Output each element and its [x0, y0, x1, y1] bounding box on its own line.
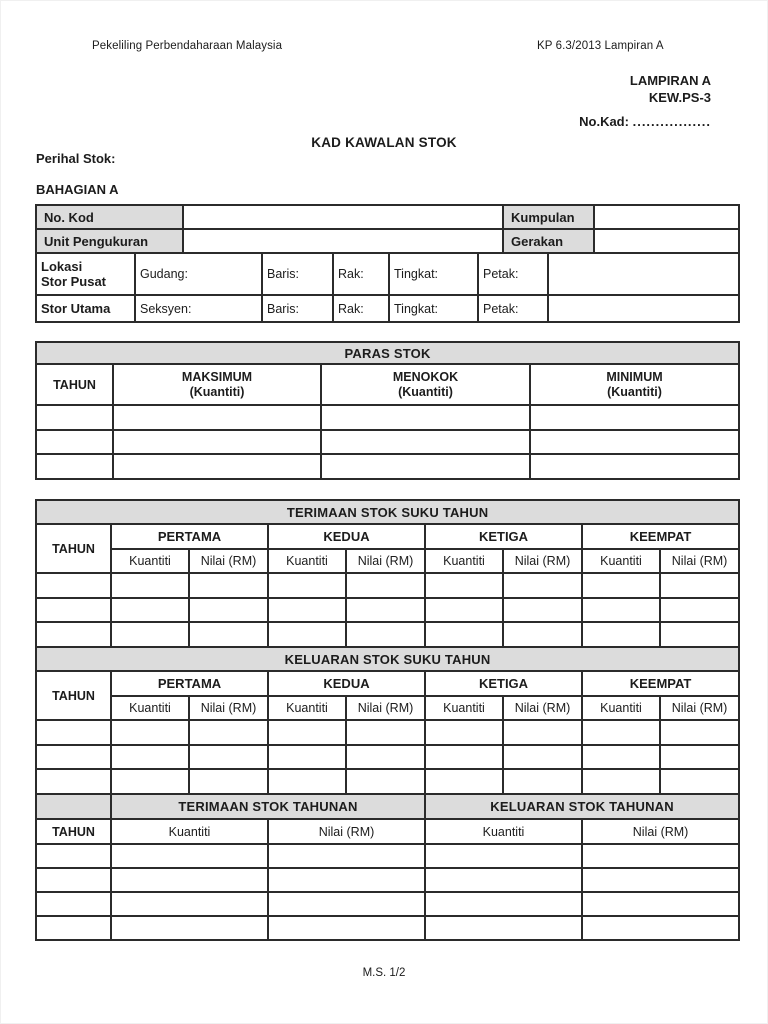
nilai-header: Nilai (RM): [268, 819, 425, 844]
form-title: KAD KAWALAN STOK: [311, 135, 457, 150]
stok-movement-table: [35, 499, 740, 941]
nilai-header: Nilai (RM): [189, 549, 268, 573]
minimum-unit-label: (Kuantiti): [607, 384, 662, 399]
terimaan-pertama-header: PERTAMA: [111, 524, 268, 549]
empty-cell: [268, 573, 346, 598]
empty-cell: [189, 622, 268, 647]
empty-cell: [582, 844, 739, 868]
stor-utama-tingkat-cell: Tingkat:: [389, 295, 478, 322]
stor-pusat-petak-cell: Petak:: [478, 253, 548, 295]
empty-cell: [321, 405, 530, 430]
empty-cell: [189, 573, 268, 598]
nilai-header: Nilai (RM): [503, 549, 582, 573]
empty-cell: [425, 598, 503, 622]
empty-cell: [113, 430, 321, 454]
keluaran-ketiga-header: KETIGA: [425, 671, 582, 696]
table-row: [36, 342, 739, 364]
empty-cell: [425, 916, 582, 940]
empty-cell: [425, 892, 582, 916]
maksimum-header-cell: [113, 364, 321, 405]
empty-cell: [425, 844, 582, 868]
empty-cell: [189, 769, 268, 794]
paras-tahun-header-cell: TAHUN: [36, 364, 113, 405]
lampiran-block: [630, 72, 711, 106]
table-row: [36, 892, 739, 916]
table-row: [36, 405, 739, 430]
empty-cell: [530, 454, 739, 479]
keluaran-suku-title: KELUARAN STOK SUKU TAHUN: [36, 647, 739, 671]
empty-cell: [660, 622, 739, 647]
empty-cell: [346, 598, 425, 622]
table-row: [36, 769, 739, 794]
table-row: [36, 253, 739, 295]
tahunan-corner-cell: [36, 794, 111, 819]
table-row: [36, 622, 739, 647]
stor-pusat-tingkat-cell: Tingkat:: [389, 253, 478, 295]
empty-cell: [111, 745, 189, 769]
empty-cell: [36, 844, 111, 868]
nilai-header: Nilai (RM): [582, 819, 739, 844]
keluaran-kedua-header: KEDUA: [268, 671, 425, 696]
stor-utama-seksyen-cell: Seksyen:: [135, 295, 262, 322]
menokok-unit-label: (Kuantiti): [398, 384, 453, 399]
lokasi-label-line1: Lokasi: [41, 259, 83, 274]
terimaan-kedua-header: KEDUA: [268, 524, 425, 549]
nilai-header: Nilai (RM): [189, 696, 268, 720]
empty-cell: [425, 745, 503, 769]
empty-cell: [36, 454, 113, 479]
table-row: [36, 794, 739, 819]
empty-cell: [660, 745, 739, 769]
terimaan-suku-title: TERIMAAN STOK SUKU TAHUN: [36, 500, 739, 524]
keluaran-tahun-header-cell: TAHUN: [36, 671, 111, 720]
empty-cell: [36, 916, 111, 940]
empty-cell: [582, 916, 739, 940]
stor-utama-rak-cell: Rak:: [333, 295, 389, 322]
empty-cell: [36, 769, 111, 794]
gerakan-value-cell: [594, 229, 739, 253]
empty-cell: [189, 598, 268, 622]
stor-pusat-baris-cell: Baris:: [262, 253, 333, 295]
empty-cell: [582, 892, 739, 916]
stor-pusat-gudang-cell: Gudang:: [135, 253, 262, 295]
kuantiti-header: Kuantiti: [425, 819, 582, 844]
empty-cell: [36, 430, 113, 454]
kumpulan-value-cell: [594, 205, 739, 229]
empty-cell: [111, 916, 268, 940]
table-row: [36, 745, 739, 769]
empty-cell: [582, 868, 739, 892]
empty-cell: [268, 769, 346, 794]
empty-cell: [111, 844, 268, 868]
empty-cell: [111, 573, 189, 598]
empty-cell: [36, 868, 111, 892]
kuantiti-header: Kuantiti: [582, 549, 660, 573]
empty-cell: [346, 769, 425, 794]
empty-cell: [111, 622, 189, 647]
kuantiti-header: Kuantiti: [111, 819, 268, 844]
kuantiti-header: Kuantiti: [268, 696, 346, 720]
stor-utama-baris-cell: Baris:: [262, 295, 333, 322]
empty-cell: [530, 405, 739, 430]
maksimum-unit-label: (Kuantiti): [189, 384, 245, 399]
kuantiti-header: Kuantiti: [111, 549, 189, 573]
table-row: [36, 500, 739, 524]
maksimum-label: MAKSIMUM: [181, 369, 253, 384]
minimum-label: MINIMUM: [606, 369, 663, 384]
nilai-header: Nilai (RM): [346, 696, 425, 720]
empty-cell: [111, 720, 189, 745]
empty-cell: [582, 720, 660, 745]
stor-pusat-rak-cell: Rak:: [333, 253, 389, 295]
kuantiti-header: Kuantiti: [425, 696, 503, 720]
table-row: [36, 524, 739, 549]
empty-cell: [268, 868, 425, 892]
table-row: [36, 598, 739, 622]
empty-cell: [582, 745, 660, 769]
empty-cell: [582, 598, 660, 622]
empty-cell: [268, 598, 346, 622]
empty-cell: [189, 745, 268, 769]
empty-cell: [582, 573, 660, 598]
table-row: [36, 430, 739, 454]
table-row: [36, 916, 739, 940]
empty-cell: [268, 745, 346, 769]
no-kad-line: [579, 114, 711, 129]
unit-pengukuran-label-cell: Unit Pengukuran: [36, 229, 183, 253]
bahagian-a-label: BAHAGIAN A: [36, 182, 119, 197]
nilai-header: Nilai (RM): [660, 549, 739, 573]
empty-cell: [36, 405, 113, 430]
empty-cell: [503, 720, 582, 745]
keluaran-keempat-header: KEEMPAT: [582, 671, 739, 696]
empty-cell: [321, 430, 530, 454]
table-row: [36, 364, 739, 405]
table-row: [36, 819, 739, 844]
empty-cell: [425, 868, 582, 892]
keluaran-pertama-header: PERTAMA: [111, 671, 268, 696]
empty-cell: [660, 769, 739, 794]
paras-stok-table: [35, 341, 740, 480]
empty-cell: [111, 892, 268, 916]
empty-cell: [503, 598, 582, 622]
no-kod-value-cell: [183, 205, 503, 229]
nilai-header: Nilai (RM): [503, 696, 582, 720]
empty-cell: [268, 622, 346, 647]
empty-cell: [582, 622, 660, 647]
empty-cell: [425, 720, 503, 745]
empty-cell: [36, 745, 111, 769]
empty-cell: [268, 892, 425, 916]
minimum-header-cell: [530, 364, 739, 405]
table-row: [36, 647, 739, 671]
lokasi-label-line2: Stor Pusat: [41, 274, 107, 289]
empty-cell: [111, 868, 268, 892]
empty-cell: [36, 573, 111, 598]
stor-utama-value-cell: [548, 295, 739, 322]
empty-cell: [189, 720, 268, 745]
empty-cell: [660, 598, 739, 622]
form-code-label: KEW.PS-3: [648, 90, 711, 105]
kumpulan-label-cell: Kumpulan: [503, 205, 594, 229]
no-kad-label: No.Kad:: [579, 114, 629, 129]
empty-cell: [36, 892, 111, 916]
terimaan-tahun-header-cell: TAHUN: [36, 524, 111, 573]
empty-cell: [503, 745, 582, 769]
empty-cell: [111, 769, 189, 794]
tahunan-terimaan-title: TERIMAAN STOK TAHUNAN: [111, 794, 425, 819]
table-row: [36, 229, 739, 253]
empty-cell: [113, 454, 321, 479]
stor-utama-label-cell: Stor Utama: [36, 295, 135, 322]
empty-cell: [36, 598, 111, 622]
empty-cell: [530, 430, 739, 454]
table-row: [36, 549, 739, 573]
no-kad-dotted-line: .................: [632, 114, 711, 129]
empty-cell: [660, 720, 739, 745]
empty-cell: [111, 598, 189, 622]
kuantiti-header: Kuantiti: [425, 549, 503, 573]
no-kod-label-cell: No. Kod: [36, 205, 183, 229]
lampiran-label: LAMPIRAN A: [629, 73, 711, 88]
table-row: [36, 868, 739, 892]
empty-cell: [346, 573, 425, 598]
gerakan-label-cell: Gerakan: [503, 229, 594, 253]
kuantiti-header: Kuantiti: [268, 549, 346, 573]
nilai-header: Nilai (RM): [660, 696, 739, 720]
empty-cell: [113, 405, 321, 430]
stor-pusat-value-cell: [548, 253, 739, 295]
table-row: [36, 671, 739, 696]
empty-cell: [582, 769, 660, 794]
empty-cell: [321, 454, 530, 479]
table-row: [36, 720, 739, 745]
bahagian-a-table: [35, 204, 740, 323]
empty-cell: [425, 573, 503, 598]
table-row: [36, 696, 739, 720]
empty-cell: [268, 720, 346, 745]
tahunan-keluaran-title: KELUARAN STOK TAHUNAN: [425, 794, 739, 819]
header-circular-ref: Pekeliling Perbendaharaan Malaysia: [92, 40, 283, 52]
kuantiti-header: Kuantiti: [111, 696, 189, 720]
empty-cell: [36, 720, 111, 745]
empty-cell: [346, 745, 425, 769]
page-number: M.S. 1/2: [362, 967, 406, 979]
empty-cell: [503, 573, 582, 598]
paras-stok-title: PARAS STOK: [36, 342, 739, 364]
perihal-stok-label: Perihal Stok:: [36, 151, 116, 166]
empty-cell: [425, 622, 503, 647]
table-row: [36, 454, 739, 479]
table-row: [36, 573, 739, 598]
table-row: [36, 295, 739, 322]
empty-cell: [36, 622, 111, 647]
empty-cell: [268, 916, 425, 940]
table-row: [36, 205, 739, 229]
empty-cell: [346, 622, 425, 647]
empty-cell: [346, 720, 425, 745]
terimaan-ketiga-header: KETIGA: [425, 524, 582, 549]
empty-cell: [425, 769, 503, 794]
empty-cell: [660, 573, 739, 598]
kuantiti-header: Kuantiti: [582, 696, 660, 720]
terimaan-keempat-header: KEEMPAT: [582, 524, 739, 549]
lokasi-stor-pusat-label-cell: [36, 253, 135, 295]
empty-cell: [268, 844, 425, 868]
header-kp-ref: KP 6.3/2013 Lampiran A: [537, 40, 664, 52]
nilai-header: Nilai (RM): [346, 549, 425, 573]
menokok-label: MENOKOK: [392, 369, 459, 384]
empty-cell: [503, 769, 582, 794]
tahunan-tahun-header-cell: TAHUN: [36, 819, 111, 844]
stor-utama-petak-cell: Petak:: [478, 295, 548, 322]
table-row: [36, 844, 739, 868]
empty-cell: [503, 622, 582, 647]
unit-pengukuran-value-cell: [183, 229, 503, 253]
menokok-header-cell: [321, 364, 530, 405]
